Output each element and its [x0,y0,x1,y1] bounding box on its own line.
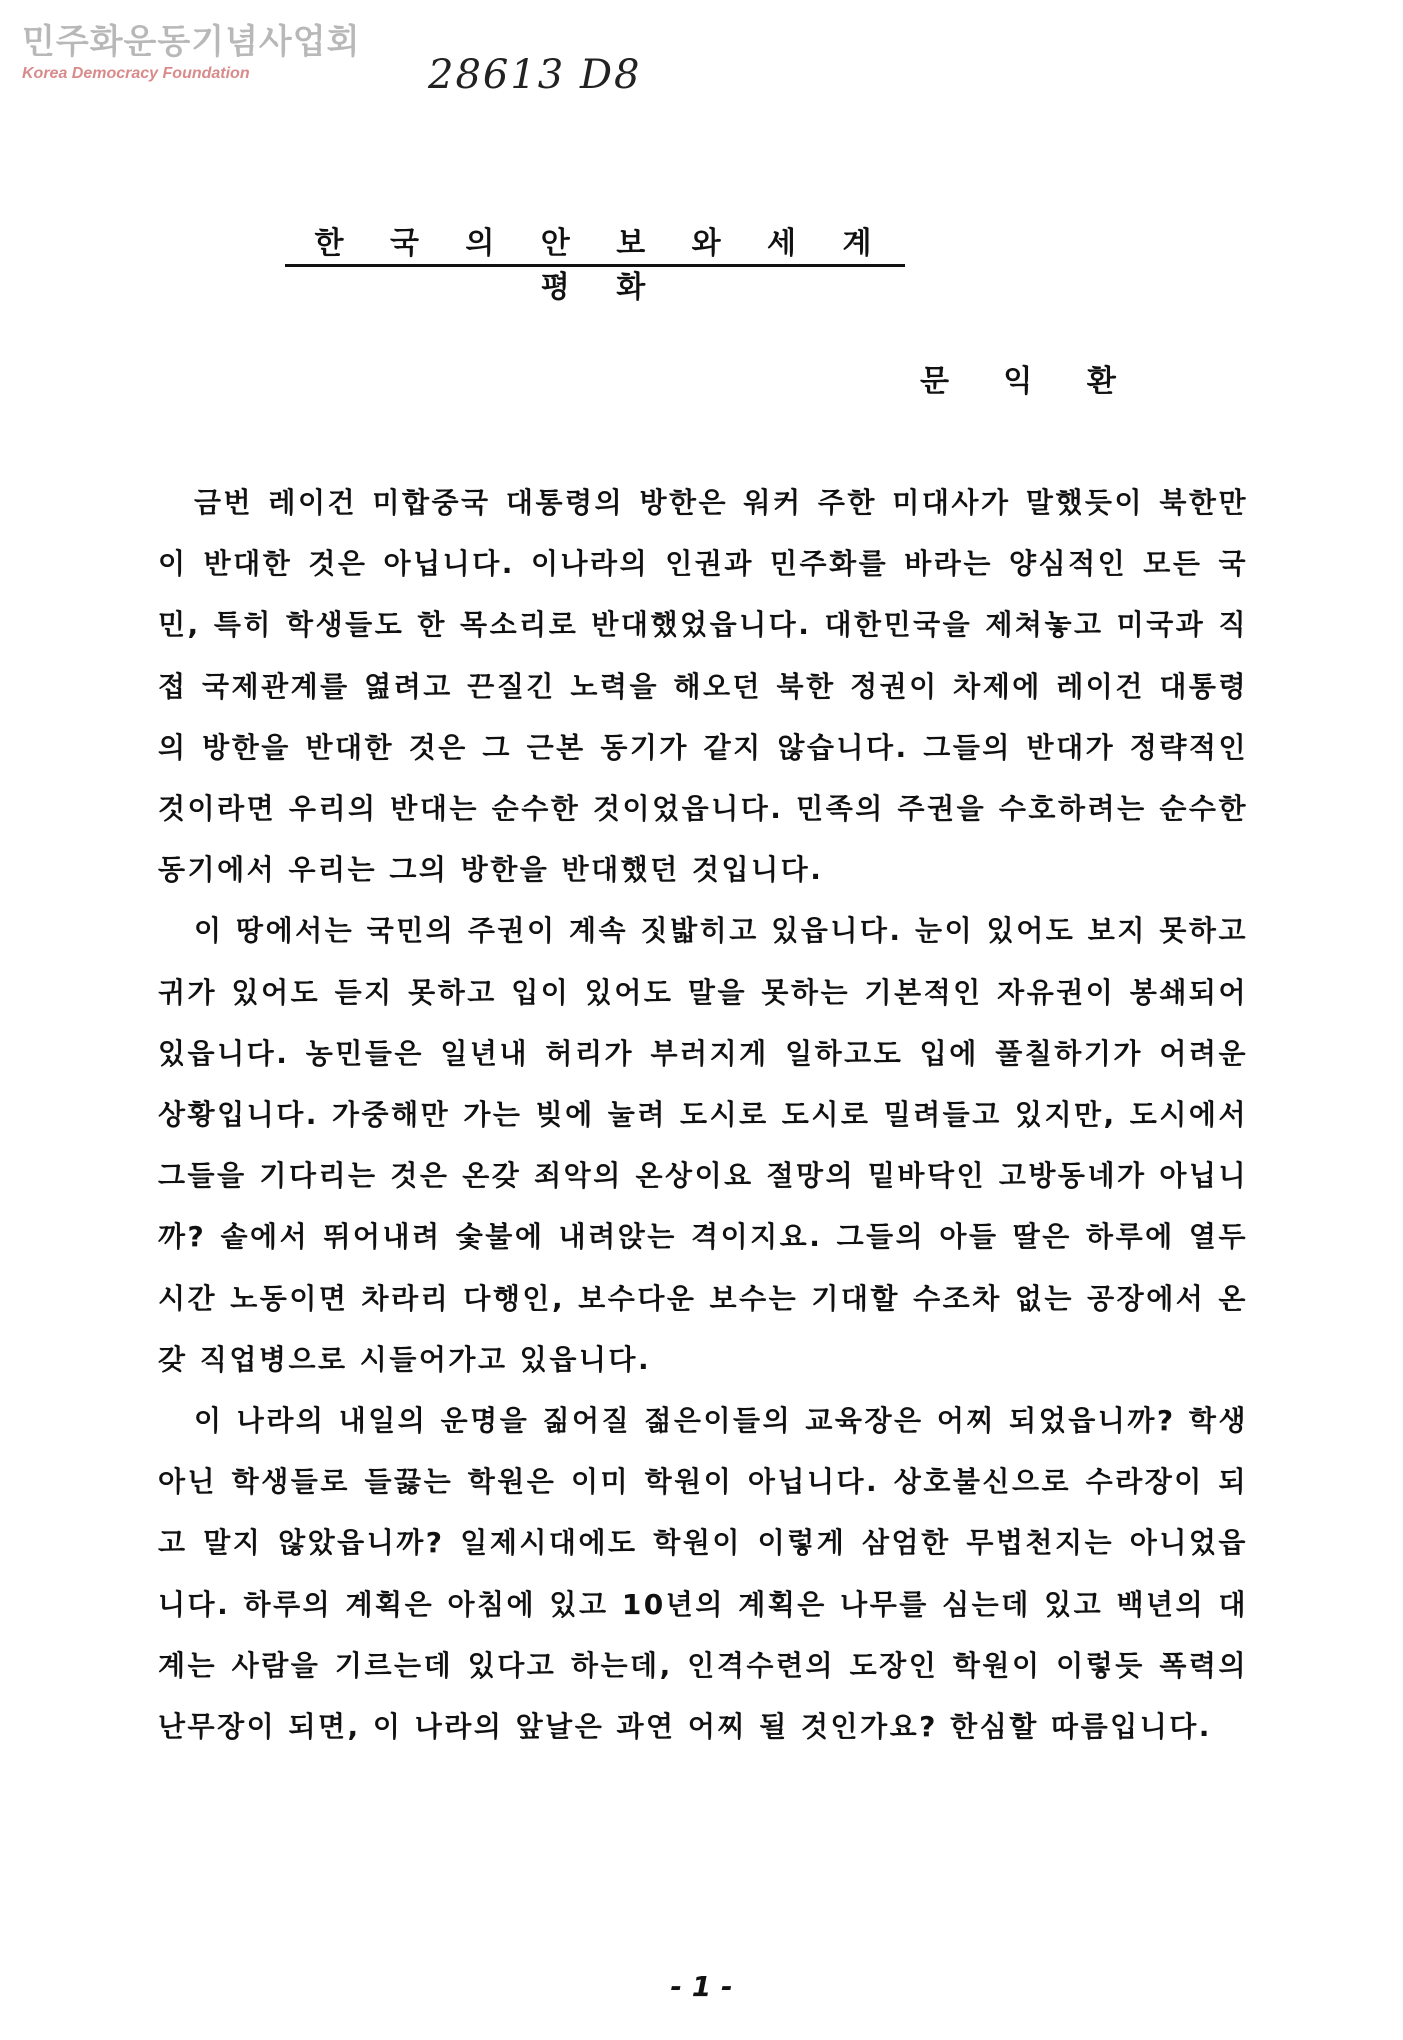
watermark-english: Korea Democracy Foundation [22,65,250,82]
paragraph-2: 이 땅에서는 국민의 주권이 계속 짓밟히고 있읍니다. 눈이 있어도 보지 못하고 귀가 있어도 듣지 못하고 입이 있어도 말을 못하는 기본적인 자유권이 봉쇄되어 있읍니다. 농민들은 일년내 허리가 부러지게 일하고도 입에 풀칠하기가 어려운 상황입니다. 가중해만 가는 빚에 눌려 도시로 도시로 밀려들고 있지만, 도시에서 그들을 기다리는 것은 온갖 죄악의 온상이요 절망의 밑바닥인 고방동네가 아닙니까? 솥에서 뛰어내려 숯불에 내려앉는 격이지요. 그들의 아들 딸은 하루에 열두시간 노동이면 차라리 다행인, 보수다운 보수는 기대할 수조차 없는 공장에서 온갖 직업병으로 시들어가고 있읍니다. [158,914,1248,1376]
document-title: 한 국 의 안 보 와 세 계 평 화 [314,226,876,305]
paragraph-3: 이 나라의 내일의 운명을 짊어질 젊은이들의 교육장은 어찌 되었읍니까? 학생 아닌 학생들로 들끓는 학원은 이미 학원이 아닙니다. 상호불신으로 수라장이 되고 말지 않았읍니까? 일제시대에도 학원이 이렇게 삼엄한 무법천지는 아니었읍니다. 하루의 계획은 아침에 있고 10년의 계획은 나무를 심는데 있고 백년의 대계는 사람을 기르는데 있다고 하는데, 인격수련의 도장인 학원이 이렇듯 폭력의 난무장이 되면, 이 나라의 앞날은 과연 어찌 될 것인가요? 한심할 따름입니다. [158,1404,1248,1744]
watermark-korean: 민주화운동기념사업회 [22,22,361,62]
document-body [158,472,1248,1757]
watermark-logo [22,22,360,84]
title-underline [285,264,905,267]
handwritten-archive-number: 28613 D8 [428,52,642,98]
paragraph-1: 금번 레이건 미합중국 대통령의 방한은 워커 주한 미대사가 말했듯이 북한만이 반대한 것은 아닙니다. 이나라의 인권과 민주화를 바라는 양심적인 모든 국민, 특히 학생들도 한 목소리로 반대했었읍니다. 대한민국을 제쳐놓고 미국과 직접 국제관계를 엺려고 끈질긴 노력을 해오던 북한 정권이 차제에 레이건 대통령의 방한을 반대한 것은 그 근본 동기가 같지 않습니다. 그들의 반대가 정략적인 것이라면 우리의 반대는 순수한 것이었읍니다. 민족의 주권을 수호하려는 순수한 동기에서 우리는 그의 방한을 반대했던 것입니다. [158,486,1248,887]
document-author: 문 익 환 [920,364,1138,399]
page-number: - 1 - [670,1970,733,2003]
